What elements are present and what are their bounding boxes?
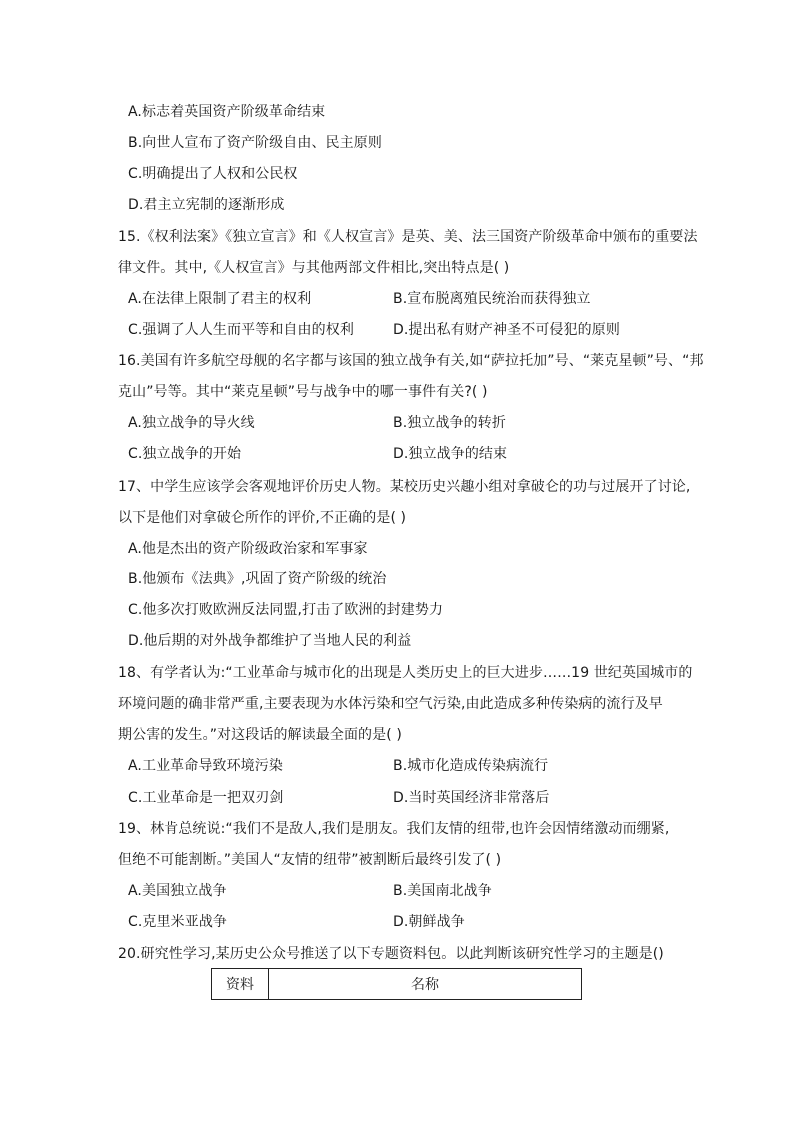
q19-option-d: D.朝鲜战争: [393, 914, 465, 930]
q16-option-c: C.独立战争的开始: [128, 446, 242, 462]
table-header-material: 资料: [212, 969, 269, 1000]
q19-option-c: C.克里米亚战争: [128, 914, 228, 930]
q15-option-b: B.宣布脱离殖民统治而获得独立: [393, 291, 591, 307]
q14-option-b: B.向世人宣布了资产阶级自由、民主原则: [128, 135, 382, 151]
q18-option-c: C.工业革命是一把双刃剑: [128, 790, 284, 806]
q20-stem-line1: 20.研究性学习,某历史公众号推送了以下专题资料包。以此判断该研究性学习的主题是(): [118, 946, 664, 962]
q14-option-d: D.君主立宪制的逐渐形成: [128, 197, 285, 213]
q16-stem-line2: 克山”号等。其中“莱克星顿”号与战争中的哪一事件有关?( ): [118, 384, 488, 400]
q18-stem-line3: 期公害的发生。”对这段话的解读最全面的是( ): [118, 727, 402, 743]
q17-option-b: B.他颁布《法典》,巩固了资产阶级的统治: [128, 571, 387, 587]
q17-stem-line2: 以下是他们对拿破仑所作的评价,不正确的是( ): [118, 510, 407, 526]
table-header-row: [212, 969, 582, 1000]
q16-option-a: A.独立战争的导火线: [128, 415, 255, 431]
q16-stem-line1: 16.美国有许多航空母舰的名字都与该国的独立战争有关,如“萨拉托加”号、“莱克星顿”号、“邦: [118, 353, 704, 369]
q15-stem-line1: 15.《权利法案》《独立宣言》和《人权宣言》是英、美、法三国资产阶级革命中颁布的重要法: [118, 229, 698, 245]
table-header-name: 名称: [269, 969, 582, 1000]
q20-material-table: [211, 968, 582, 1000]
q18-stem-line1: 18、有学者认为:“工业革命与城市化的出现是人类历史上的巨大进步……19 世纪英国城市的: [118, 665, 693, 681]
q17-stem-line1: 17、中学生应该学会客观地评价历史人物。某校历史兴趣小组对拿破仑的功与过展开了讨论,: [118, 479, 691, 495]
q19-stem-line2: 但绝不可能割断。”美国人“友情的纽带”被割断后最终引发了( ): [118, 852, 502, 868]
q15-option-c: C.强调了人人生而平等和自由的权利: [128, 322, 354, 338]
q18-option-a: A.工业革命导致环境污染: [128, 758, 283, 774]
q19-stem-line1: 19、林肯总统说:“我们不是敌人,我们是朋友。我们友情的纽带,也许会因情绪激动而绷紧,: [118, 821, 670, 837]
q19-option-b: B.美国南北战争: [393, 883, 492, 899]
q14-option-c: C.明确提出了人权和公民权: [128, 166, 298, 182]
q15-option-a: A.在法律上限制了君主的权利: [128, 291, 312, 307]
q17-option-c: C.他多次打败欧洲反法同盟,打击了欧洲的封建势力: [128, 602, 444, 618]
q14-option-a: A.标志着英国资产阶级革命结束: [128, 104, 326, 120]
q19-option-a: A.美国独立战争: [128, 883, 227, 899]
q18-option-b: B.城市化造成传染病流行: [393, 758, 549, 774]
q18-stem-line2: 环境问题的确非常严重,主要表现为水体污染和空气污染,由此造成多种传染病的流行及早: [118, 696, 663, 712]
q17-option-a: A.他是杰出的资产阶级政治家和军事家: [128, 541, 368, 557]
q17-option-d: D.他后期的对外战争都维护了当地人民的利益: [128, 633, 412, 649]
q16-option-b: B.独立战争的转折: [393, 415, 506, 431]
q15-stem-line2: 律文件。其中,《人权宣言》与其他两部文件相比,突出特点是( ): [118, 260, 510, 276]
q16-option-d: D.独立战争的结束: [393, 446, 508, 462]
q15-option-d: D.提出私有财产神圣不可侵犯的原则: [393, 322, 620, 338]
q18-option-d: D.当时英国经济非常落后: [393, 790, 550, 806]
